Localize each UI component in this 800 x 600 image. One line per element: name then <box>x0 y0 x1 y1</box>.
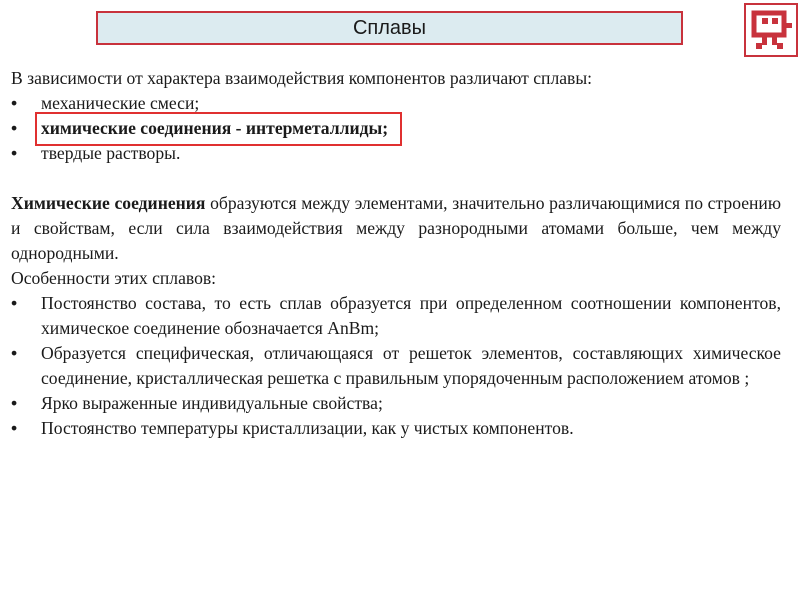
features-list <box>11 291 781 441</box>
list-item: • Образуется специфическая, отличающаяся от решеток элементов, составляющих химическое соединение, кристаллическая решетка с правильным упорядоченным расположением атомов ; <box>11 341 781 391</box>
list-item: • Ярко выраженные индивидуальные свойства; <box>11 391 781 416</box>
slide-title <box>96 11 683 45</box>
highlighted-term: химические соединения - интерметаллиды; <box>41 116 388 141</box>
alloy-types-list <box>11 91 781 166</box>
features-heading: Особенности этих сплавов: <box>11 268 217 288</box>
list-item: • Постоянство состава, то есть сплав образуется при определенном соотношении компонентов, химическое соединение обозначается AnBm; <box>11 291 781 341</box>
definition-term: Химические соединения <box>11 193 206 213</box>
list-item: • Постоянство температуры кристаллизации, как у чистых компонентов. <box>11 416 781 441</box>
list-item-highlighted <box>11 116 781 141</box>
definition-paragraph <box>11 191 781 266</box>
list-item: • механические смеси; <box>11 91 781 116</box>
robot-logo-icon <box>744 3 798 57</box>
definition-text: образуются между элементами, значительно различающимися по строению и свойствам, если сила взаимодействия между разнородными атомами больше, чем между однородными. <box>11 193 781 263</box>
slide-content <box>11 66 781 441</box>
intro-paragraph: В зависимости от характера взаимодействия компонентов различают сплавы: <box>11 68 593 88</box>
list-item: • твердые растворы. <box>11 141 781 166</box>
slide-title-text: Сплавы <box>352 16 427 39</box>
header-bar <box>0 0 800 60</box>
